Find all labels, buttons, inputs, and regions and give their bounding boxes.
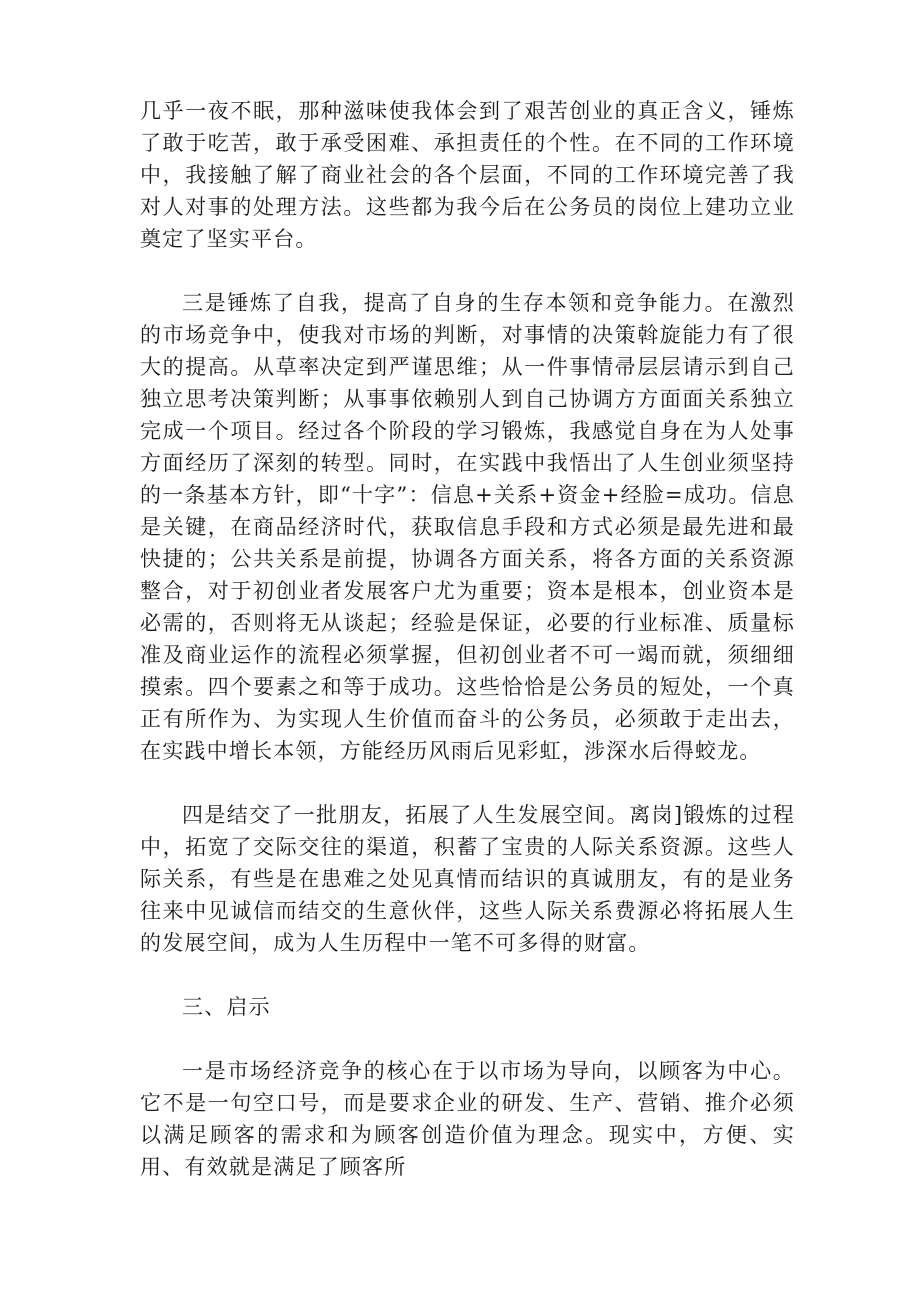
paragraph-point-three: 三是锤炼了自我，提高了自身的生存本领和竞争能力。在激烈的市场竞争中，使我对市场的判断，对事情的决策斡旋能力有了很大的提高。从草率决定到严谨思维；从一件事情帚层层请示到自己独立思考决策判断；从事事依赖别人到自己协调方方面面关系独立完成一个项目。经过各个阶段的学习锻炼，我感觉自身在为人处事方面经历了深刻的转型。同时，在实践中我悟出了人生创业须坚持的一条基本方针，即“十字”：信息+关系+资金+经脸=成功。信息是关键，在商品经济时代，获取信息手段和方式必须是最先进和最快捷的；公共关系是前提，协调各方面关系，将各方面的关系资源整合，对于初创业者发展客户尤为重要；资本是根本，创业资本是必需的，否则将无从谈起；经验是保证，必要的行业标准、质量标准及商业运作的流程必须掌握，但初创业者不可一竭而就，须细细摸索。四个要素之和等于成功。这些恰恰是公务员的短处，一个真正有所作为、为实现人生价值而奋斗的公务员，必须敢于走出去，在实践中增长本领，方能经历风雨后见彩虹，涉深水后得蛟龙。 bbox=[140, 291, 795, 763]
paragraph-point-four: 四是结交了一批朋友，拓展了人生发展空间。离岗]锻炼的过程中，拓宽了交际交往的渠道，积蓄了宝贵的人际关系资源。这些人际关系，有些是在患难之处见真情而结识的真诚朋友，有的是业务往来中见诚信而结交的生意伙伴，这些人际关系费源必将拓展人生的发展空间，成为人生历程中一笔不可多得的财富。 bbox=[140, 803, 795, 955]
paragraph-inspiration-one: 一是市场经济竞争的核心在于以市场为导向，以顾客为中心。它不是一句空口号，而是要求企业的研发、生产、营销、推介必须以满足顾客的需求和为顾客创造价值为理念。现实中，方便、实用、有效就是满足了顾客所 bbox=[140, 1059, 795, 1179]
paragraph-continued: 几乎一夜不眠，那种滋味使我体会到了艰苦创业的真正含义，锤炼了敢于吃苦，敢于承受困难、承担责任的个性。在不同的工作环境中，我接触了解了商业社会的各个层面，不同的工作环境完善了我对人对事的处理方法。这些都为我今后在公务员的岗位上建功立业奠定了坚实平台。 bbox=[140, 99, 795, 251]
document-page bbox=[140, 95, 795, 1215]
section-heading-inspiration: 三、启示 bbox=[182, 995, 271, 1019]
